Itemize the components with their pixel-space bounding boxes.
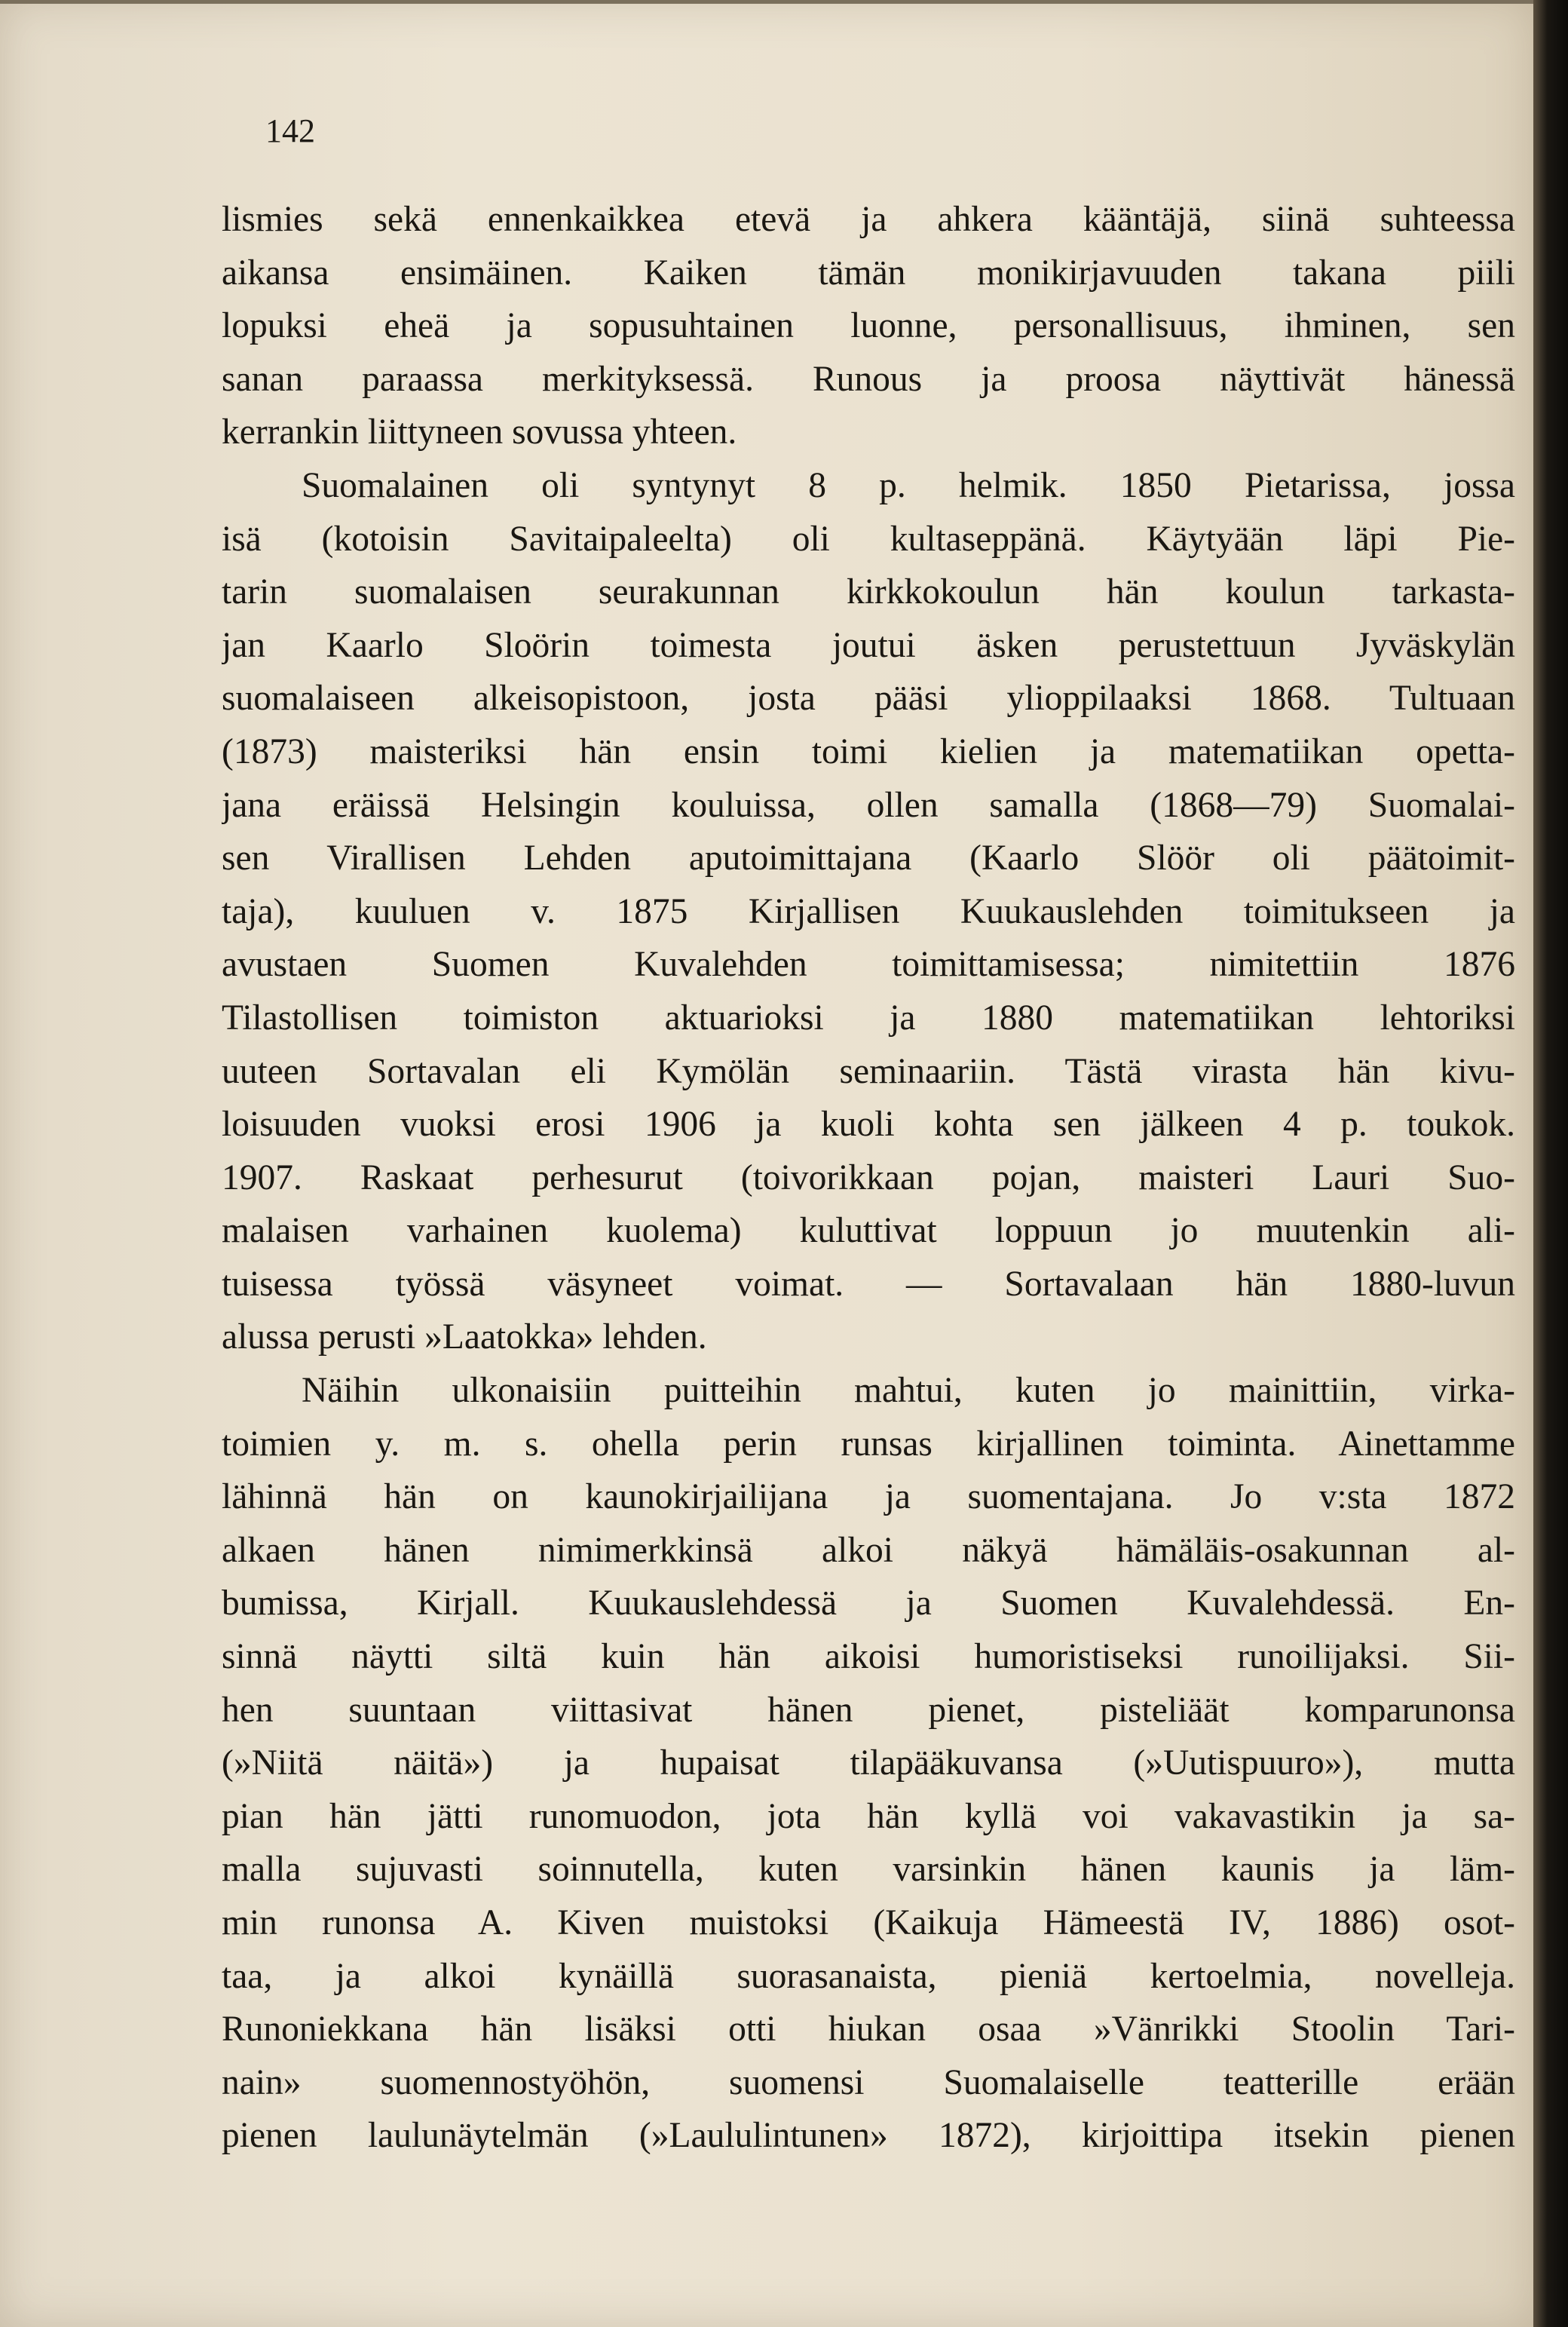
text-line: jan Kaarlo Sloörin toimesta joutui äsken perustettuun Jyväskylän — [222, 625, 1515, 665]
text-line: avustaen Suomen Kuvalehden toimittamisessa; nimitettiin 1876 — [222, 945, 1515, 985]
text-line: Suomalainen oli syntynyt 8 p. helmik. 1850 Pietarissa, jossa — [302, 465, 1515, 505]
text-line: taa, ja alkoi kynäillä suorasanaista, pieniä kertoelmia, novelleja. — [222, 1956, 1515, 1996]
text-line: min runonsa A. Kiven muistoksi (Kaikuja Hämeestä IV, 1886) osot- — [222, 1903, 1515, 1942]
text-line: sen Virallisen Lehden aputoimittajana (Kaarlo Slöör oli päätoimit- — [222, 839, 1515, 878]
text-line: toimien y. m. s. ohella perin runsas kirjallinen toiminta. Ainettamme — [222, 1424, 1515, 1464]
text-line: isä (kotoisin Savitaipaleelta) oli kultaseppänä. Käytyään läpi Pie- — [222, 519, 1515, 559]
text-line: sinnä näytti siltä kuin hän aikoisi humoristiseksi runoilijaksi. Sii- — [222, 1637, 1515, 1677]
text-line: Tilastollisen toimiston aktuarioksi ja 1880 matematiikan lehtoriksi — [222, 998, 1515, 1038]
text-line: aikansa ensimäinen. Kaiken tämän monikirjavuuden takana piili — [222, 253, 1515, 293]
text-line: uuteen Sortavalan eli Kymölän seminaariin. Tästä virasta hän kivu- — [222, 1051, 1515, 1091]
text-line: malla sujuvasti soinnutella, kuten varsinkin hänen kaunis ja läm- — [222, 1850, 1515, 1890]
text-line: alussa perusti »Laatokka» lehden. — [222, 1317, 707, 1357]
text-line: nain» suomennostyöhön, suomensi Suomalaiselle teatterille erään — [222, 2062, 1515, 2102]
text-line: (»Niitä näitä») ja hupaisat tilapääkuvansa (»Uutispuuro»), mutta — [222, 1743, 1515, 1783]
text-line: hen suuntaan viittasivat hänen pienet, pisteliäät komparunonsa — [222, 1690, 1515, 1730]
text-line: sanan paraassa merkityksessä. Runous ja proosa näyttivät hänessä — [222, 359, 1515, 399]
body-text — [222, 193, 1515, 2163]
book-spine-edge — [1533, 0, 1568, 2327]
text-line: pian hän jätti runomuodon, jota hän kyllä voi vakavastikin ja sa- — [222, 1796, 1515, 1836]
text-line: loisuuden vuoksi erosi 1906 ja kuoli kohta sen jälkeen 4 p. toukok. — [222, 1105, 1515, 1145]
text-line: jana eräissä Helsingin kouluissa, ollen samalla (1868—79) Suomalai- — [222, 785, 1515, 825]
text-line: taja), kuuluen v. 1875 Kirjallisen Kuukauslehden toimitukseen ja — [222, 891, 1515, 931]
text-line: lismies sekä ennenkaikkea etevä ja ahkera kääntäjä, siinä suhteessa — [222, 200, 1515, 239]
text-line: kerrankin liittyneen sovussa yhteen. — [222, 412, 737, 452]
text-line: 1907. Raskaat perhesurut (toivorikkaan pojan, maisteri Lauri Suo- — [222, 1157, 1515, 1197]
page-top-edge — [0, 0, 1533, 4]
text-line: tuisessa työssä väsyneet voimat. — Sortavalaan hän 1880-luvun — [222, 1264, 1515, 1304]
text-line: bumissa, Kirjall. Kuukauslehdessä ja Suomen Kuvalehdessä. En- — [222, 1584, 1515, 1623]
text-line: malaisen varhainen kuolema) kuluttivat loppuun jo muutenkin ali- — [222, 1211, 1515, 1251]
page-number: 142 — [265, 112, 315, 149]
text-line: (1873) maisteriksi hän ensin toimi kielien ja matematiikan opetta- — [222, 731, 1515, 771]
text-line: lopuksi eheä ja sopusuhtainen luonne, personallisuus, ihminen, sen — [222, 306, 1515, 346]
text-line: Näihin ulkonaisiin puitteihin mahtui, kuten jo mainittiin, virka- — [302, 1371, 1515, 1411]
text-line: lähinnä hän on kaunokirjailijana ja suomentajana. Jo v:sta 1872 — [222, 1477, 1515, 1517]
text-line: Runoniekkana hän lisäksi otti hiukan osaa »Vänrikki Stoolin Tari- — [222, 2010, 1515, 2050]
text-line: suomalaiseen alkeisopistoon, josta pääsi ylioppilaaksi 1868. Tultuaan — [222, 679, 1515, 719]
text-line: tarin suomalaisen seurakunnan kirkkokoulun hän koulun tarkasta- — [222, 572, 1515, 612]
text-line: pienen laulunäytelmän (»Laululintunen» 1872), kirjoittipa itsekin pienen — [222, 2116, 1515, 2156]
text-line: alkaen hänen nimimerkkinsä alkoi näkyä hämäläis-osakunnan al- — [222, 1530, 1515, 1570]
